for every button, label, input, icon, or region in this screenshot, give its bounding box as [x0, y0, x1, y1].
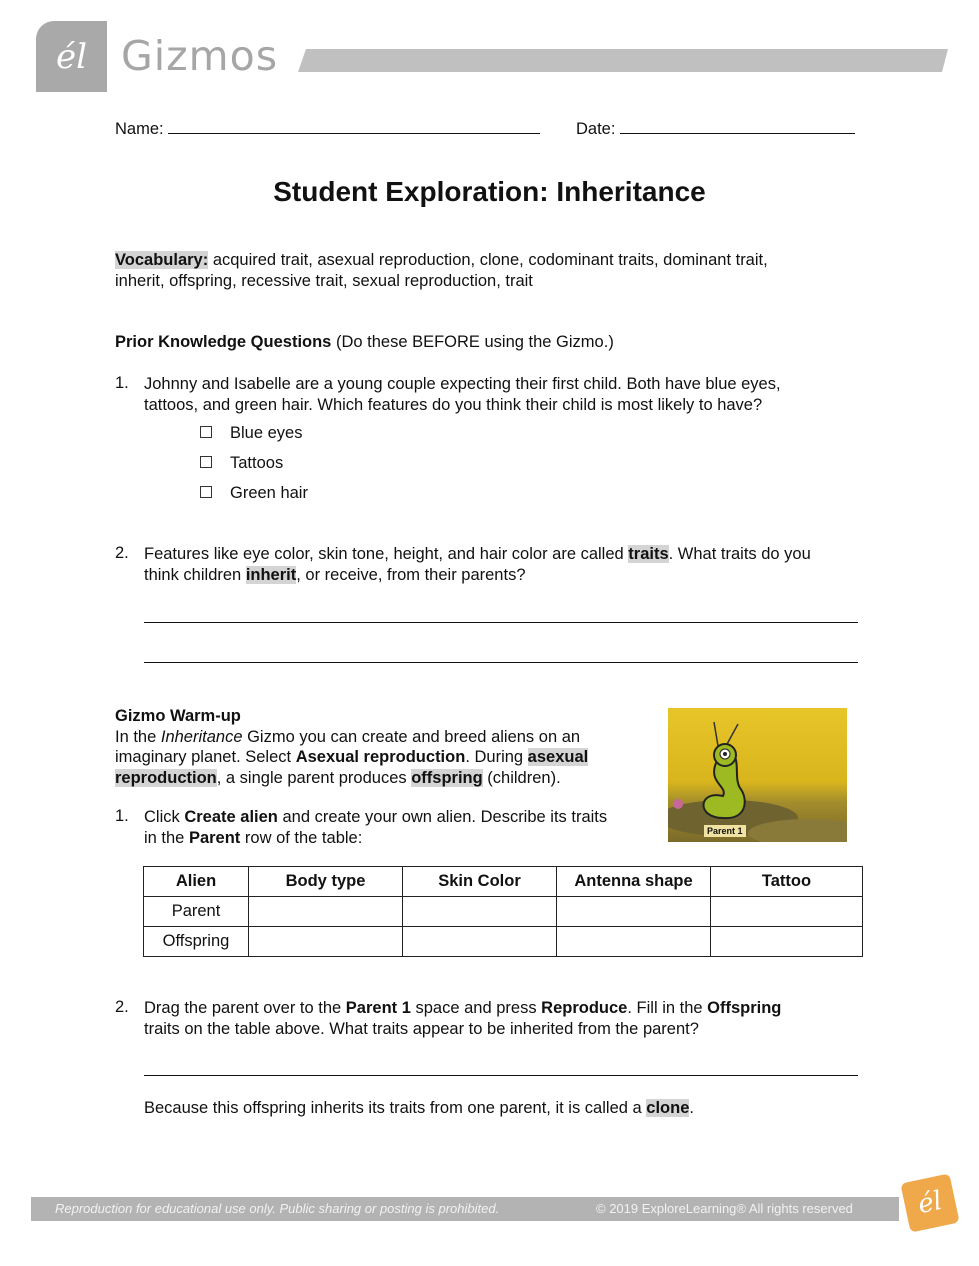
logo-glyph: él [915, 1185, 945, 1221]
text: . What traits do you [668, 545, 811, 563]
warmup-q1-number: 1. [115, 807, 129, 825]
traits-table [143, 866, 863, 957]
q2-number: 2. [115, 544, 129, 562]
brand-name: Gizmos [121, 32, 279, 80]
table-cell[interactable] [403, 927, 557, 957]
q2-text [144, 544, 811, 585]
text: In the [115, 727, 161, 746]
table-cell[interactable] [403, 897, 557, 927]
vocabulary [115, 250, 768, 291]
table-row [144, 897, 863, 927]
text: space and press [410, 999, 542, 1017]
answer-line[interactable] [144, 622, 858, 623]
alien-gizmo-image [668, 708, 847, 842]
text: traits on the table above. What traits appear to be inherited from the parent? [144, 1019, 699, 1038]
date-line[interactable] [620, 117, 855, 134]
alien-illustration [668, 708, 847, 842]
name-line[interactable] [168, 117, 540, 134]
text: (children). [482, 768, 561, 787]
text: . [689, 1099, 694, 1117]
vocab-text-2: inherit, offspring, recessive trait, sexual reproduction, trait [115, 271, 533, 290]
warmup-q1-text [144, 807, 607, 848]
vocab-text: acquired trait, asexual reproduction, clone, codominant traits, dominant trait, [208, 251, 768, 269]
footer-copyright: © 2019 ExploreLearning® All rights reserved [596, 1201, 853, 1216]
warmup-heading: Gizmo Warm-up [115, 707, 241, 725]
text: . Fill in the [627, 999, 708, 1017]
option-label: Green hair [230, 484, 308, 502]
row-label: Parent [144, 897, 249, 927]
explorelearning-logo-icon [900, 1173, 959, 1232]
text: imaginary planet. Select [115, 748, 296, 766]
option-green-hair[interactable] [200, 484, 308, 503]
text: . During [465, 748, 528, 766]
vocab-traits: traits [628, 545, 669, 563]
clone-sentence [144, 1099, 694, 1118]
text: think children [144, 565, 246, 584]
text: Drag the parent over to the [144, 999, 346, 1017]
vocab-clone: clone [646, 1099, 690, 1117]
text: , or receive, from their parents? [296, 565, 526, 584]
option-tattoos[interactable] [200, 454, 283, 473]
vocab-reproduction: reproduction [115, 768, 217, 787]
name-label: Name: [115, 120, 164, 138]
text: row of the table: [240, 828, 363, 847]
checkbox[interactable] [200, 456, 212, 468]
warmup-q2-number: 2. [115, 998, 129, 1016]
text: and create your own alien. Describe its traits [277, 808, 608, 826]
footer-notice: Reproduction for educational use only. Public sharing or posting is prohibited. [55, 1201, 500, 1216]
warmup-q2-text [144, 998, 781, 1039]
gizmo-name: Inheritance [160, 727, 243, 746]
text: in the [144, 828, 189, 847]
prior-heading: Prior Knowledge Questions [115, 333, 332, 351]
answer-line[interactable] [144, 662, 858, 663]
text: Create alien [184, 808, 278, 826]
text: , a single parent produces [216, 768, 412, 787]
option-label: Tattoos [230, 454, 284, 472]
table-cell[interactable] [557, 897, 711, 927]
vocab-offspring: offspring [411, 768, 483, 787]
warmup-section [115, 706, 655, 788]
parent-1-label: Parent 1 [704, 825, 746, 837]
date-field[interactable] [576, 117, 855, 139]
gizmos-logo-icon [36, 21, 107, 92]
table-cell[interactable] [249, 897, 403, 927]
text: Gizmo you can create and breed aliens on an [242, 727, 581, 746]
footer-bar [31, 1197, 899, 1221]
column-header: Antenna shape [557, 867, 711, 897]
checkbox[interactable] [200, 486, 212, 498]
vocab-asexual: asexual [527, 748, 589, 766]
logo-glyph: él [56, 36, 87, 77]
column-header: Tattoo [711, 867, 863, 897]
text: Offspring [707, 999, 782, 1017]
text: Features like eye color, skin tone, height, and hair color are called [144, 545, 629, 563]
q1-line1: Johnny and Isabelle are a young couple expecting their first child. Both have blue eyes, [144, 375, 781, 393]
table-cell[interactable] [557, 927, 711, 957]
answer-line[interactable] [144, 1075, 858, 1076]
table-cell[interactable] [711, 927, 863, 957]
column-header: Alien [144, 867, 249, 897]
vocab-label: Vocabulary: [115, 251, 209, 269]
table-cell[interactable] [711, 897, 863, 927]
option-blue-eyes[interactable] [200, 424, 302, 443]
q1-number: 1. [115, 374, 129, 392]
text: Asexual reproduction [295, 748, 466, 766]
header-bar [298, 49, 948, 72]
text: Click [144, 808, 185, 826]
prior-knowledge-heading [115, 333, 614, 352]
table-row [144, 927, 863, 957]
column-header: Skin Color [403, 867, 557, 897]
text: Parent [188, 828, 241, 847]
table-cell[interactable] [249, 927, 403, 957]
prior-note: (Do these BEFORE using the Gizmo.) [331, 333, 614, 351]
q1-text [144, 374, 781, 415]
table-header-row [144, 867, 863, 897]
name-field[interactable] [115, 117, 540, 139]
row-label: Offspring [144, 927, 249, 957]
vocab-inherit: inherit [245, 565, 297, 584]
page-title: Student Exploration: Inheritance [273, 176, 706, 207]
text: Because this offspring inherits its traits from one parent, it is called a [144, 1099, 647, 1117]
text: Reproduce [541, 999, 628, 1017]
column-header: Body type [249, 867, 403, 897]
checkbox[interactable] [200, 426, 212, 438]
text: Parent 1 [345, 999, 411, 1017]
option-label: Blue eyes [230, 424, 303, 442]
q1-line2: tattoos, and green hair. Which features do you think their child is most likely to have? [144, 395, 763, 414]
date-label: Date: [576, 120, 616, 138]
